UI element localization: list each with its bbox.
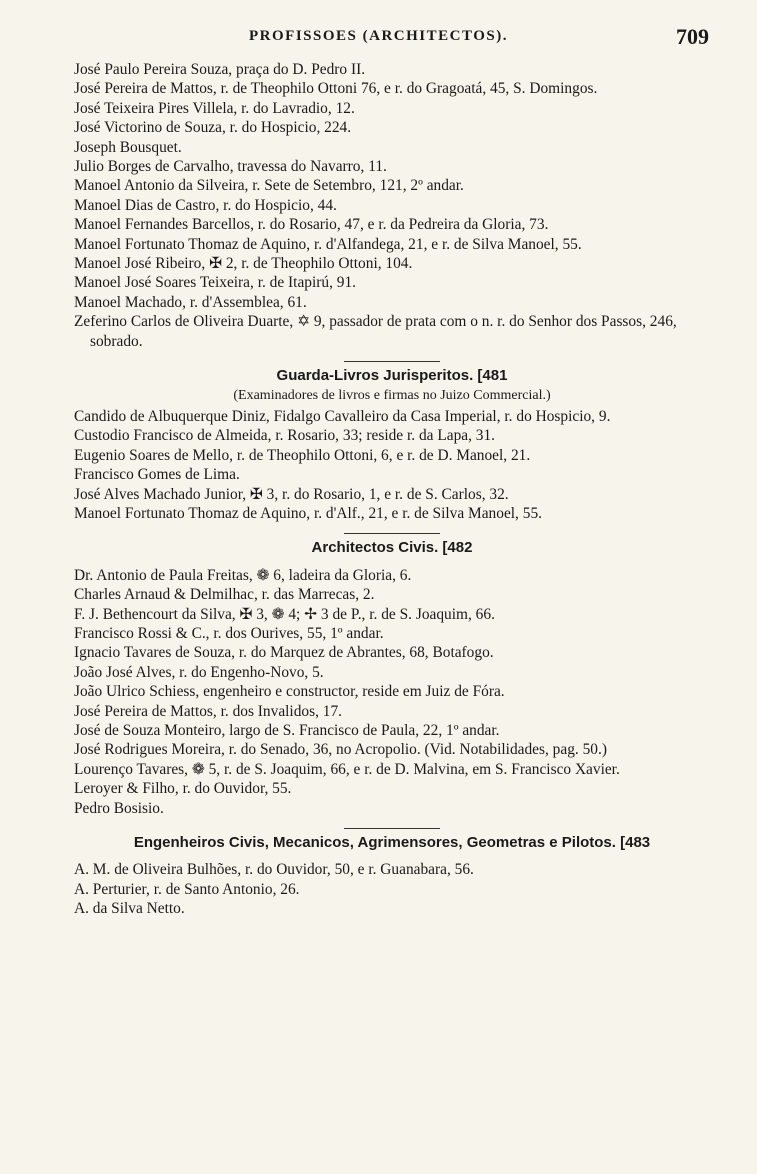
list-item: José de Souza Monteiro, largo de S. Francisco de Paula, 22, 1º andar. bbox=[74, 722, 500, 739]
list-item: A. M. de Oliveira Bulhões, r. do Ouvidor, 50, e r. Guanabara, 56. bbox=[74, 861, 474, 879]
section-divider bbox=[344, 533, 440, 534]
list-item: Lourenço Tavares, ❁ 5, r. de S. Joaquim, 66, e r. de D. Malvina, em S. Francisco Xavier. bbox=[74, 760, 620, 778]
list-item: João Ulrico Schiess, engenheiro e constructor, reside em Juiz de Fóra. bbox=[74, 683, 505, 701]
list-item: Manoel Antonio da Silveira, r. Sete de Setembro, 121, 2º andar. bbox=[74, 177, 464, 195]
section-note: (Examinadores de livros e firmas no Juizo Commercial.) bbox=[233, 387, 551, 403]
page-content bbox=[74, 60, 710, 919]
list-item: Francisco Rossi & C., r. dos Ourives, 55, 1º andar. bbox=[74, 624, 384, 642]
section-divider bbox=[344, 361, 440, 362]
list-item: Francisco Gomes de Lima. bbox=[74, 466, 240, 484]
spacer bbox=[74, 558, 710, 566]
list-item: A. Perturier, r. de Santo Antonio, 26. bbox=[74, 880, 300, 898]
spacer bbox=[74, 852, 710, 860]
list-item: Zeferino Carlos de Oliveira Duarte, ✡ 9, passador de prata com o n. r. do Senhor dos Passos, 246, sobrado. bbox=[74, 313, 677, 350]
list-item: Custodio Francisco de Almeida, r. Rosario, 33; reside r. da Lapa, 31. bbox=[74, 427, 496, 445]
section-title-engenheiros: Engenheiros Civis, Mecanicos, Agrimensores, Geometras e Pilotos. [483 bbox=[133, 834, 651, 852]
list-item: Manoel Fortunato Thomaz de Aquino, r. d'Alfandega, 21, e r. de Silva Manoel, 55. bbox=[74, 235, 582, 253]
list-item: Joseph Bousquet. bbox=[74, 138, 182, 156]
list-item: Dr. Antonio de Paula Freitas, ❁ 6, ladeira da Gloria, 6. bbox=[74, 566, 412, 584]
list-item: F. J. Bethencourt da Silva, ✠ 3, ❁ 4; ✢ 3 de P., r. de S. Joaquim, 66. bbox=[74, 605, 495, 623]
list-item: Manoel Machado, r. d'Assemblea, 61. bbox=[74, 293, 307, 311]
list-item: Manoel José Ribeiro, ✠ 2, r. de Theophilo Ottoni, 104. bbox=[74, 255, 413, 273]
list-item: Ignacio Tavares de Souza, r. do Marquez de Abrantes, 68, Botafogo. bbox=[74, 644, 494, 662]
section-divider bbox=[344, 828, 440, 829]
list-item: José Pereira de Mattos, r. dos Invalidos, 17. bbox=[74, 702, 343, 720]
list-item: Eugenio Soares de Mello, r. de Theophilo Ottoni, 6, e r. de D. Manoel, 21. bbox=[74, 446, 531, 464]
list-item: Candido de Albuquerque Diniz, Fidalgo Cavalleiro da Casa Imperial, r. do Hospicio, 9. bbox=[74, 407, 611, 425]
top-entries-list bbox=[74, 60, 710, 351]
list-item: A. da Silva Netto. bbox=[74, 900, 185, 918]
list-item: Leroyer & Filho, r. do Ouvidor, 55. bbox=[74, 780, 292, 798]
section-title-architectos: Architectos Civis. [482 bbox=[311, 539, 473, 557]
engenheiros-list bbox=[74, 860, 710, 918]
list-item: Manoel Fernandes Barcellos, r. do Rosario, 47, e r. da Pedreira da Gloria, 73. bbox=[74, 216, 549, 234]
architectos-list bbox=[74, 566, 710, 818]
page-number: 709 bbox=[676, 24, 709, 49]
list-item: Julio Borges de Carvalho, travessa do Navarro, 11. bbox=[74, 158, 387, 176]
list-item: José Pereira de Mattos, r. de Theophilo Ottoni 76, e r. do Gragoatá, 45, S. Domingos. bbox=[74, 80, 598, 98]
list-item: José Paulo Pereira Souza, praça do D. Pedro II. bbox=[74, 61, 366, 78]
list-item: Manoel José Soares Teixeira, r. de Itapirú, 91. bbox=[74, 274, 357, 292]
list-item: José Teixeira Pires Villela, r. do Lavradio, 12. bbox=[74, 99, 355, 117]
list-item: Manoel Fortunato Thomaz de Aquino, r. d'Alf., 21, e r. de Silva Manoel, 55. bbox=[74, 504, 542, 522]
running-title: PROFISSOES (ARCHITECTOS). bbox=[249, 28, 508, 44]
list-item: Charles Arnaud & Delmilhac, r. das Marrecas, 2. bbox=[74, 586, 375, 604]
list-item: José Victorino de Souza, r. do Hospicio, 224. bbox=[74, 119, 352, 137]
list-item: José Rodrigues Moreira, r. do Senado, 36, no Acropolio. (Vid. Notabilidades, pag. 50.) bbox=[74, 741, 607, 759]
list-item: Pedro Bosisio. bbox=[74, 799, 164, 817]
list-item: José Alves Machado Junior, ✠ 3, r. do Rosario, 1, e r. de S. Carlos, 32. bbox=[74, 485, 509, 503]
list-item: João José Alves, r. do Engenho-Novo, 5. bbox=[74, 663, 324, 681]
list-item: Manoel Dias de Castro, r. do Hospicio, 44. bbox=[74, 196, 337, 214]
page-header bbox=[0, 24, 757, 58]
guarda-livros-list bbox=[74, 407, 710, 523]
section-title-guarda-livros: Guarda-Livros Jurisperitos. [481 bbox=[276, 367, 508, 385]
